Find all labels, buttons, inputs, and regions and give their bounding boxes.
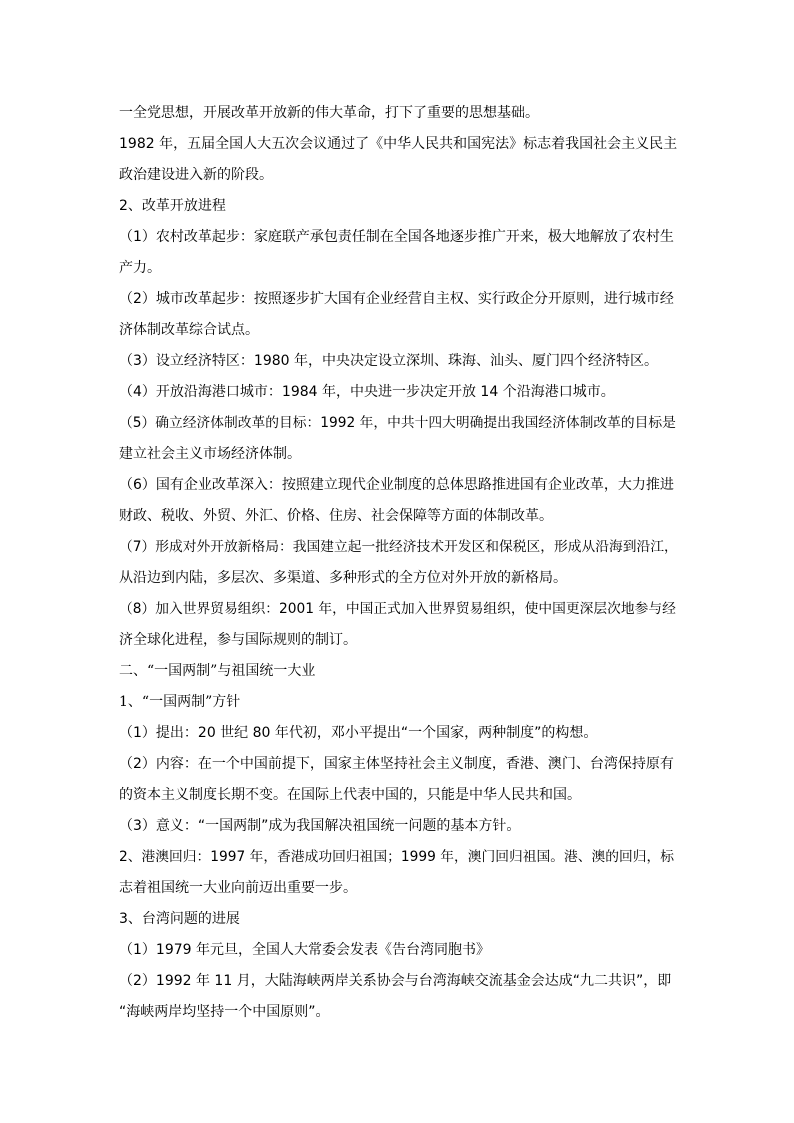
paragraph-line: （6）国有企业改革深入：按照建立现代企业制度的总体思路推进国有企业改革，大力推进 <box>119 477 674 493</box>
paragraph-line: 2、港澳回归：1997 年，香港成功回归祖国；1999 年，澳门回归祖国。港、澳的回归，标 <box>119 849 674 865</box>
paragraph-line: （2）1992 年 11 月，大陆海峡两岸关系协会与台湾海峡交流基金会达成“九二共识”，即 <box>119 973 672 989</box>
paragraph-line: 建立社会主义市场经济体制。 <box>119 446 301 462</box>
paragraph-line: （7）形成对外开放新格局：我国建立起一批经济技术开发区和保税区，形成从沿海到沿江， <box>119 539 678 555</box>
paragraph-line: 济体制改革综合试点。 <box>119 322 259 338</box>
paragraph-line: 产力。 <box>119 260 161 276</box>
paragraph-line: （3）意义：“一国两制”成为我国解决祖国统一问题的基本方针。 <box>119 818 521 834</box>
paragraph-line: 财政、税收、外贸、外汇、价格、住房、社会保障等方面的体制改革。 <box>119 508 553 524</box>
paragraph-line: （1）1979 年元旦，全国人大常委会发表《告台湾同胞书》 <box>119 942 490 958</box>
paragraph-line: 济全球化进程，参与国际规则的制订。 <box>119 632 357 648</box>
section-heading: 1、“一国两制”方针 <box>119 694 241 710</box>
section-heading: 3、台湾问题的进展 <box>119 911 240 927</box>
paragraph-line: （2）城市改革起步：按照逐步扩大国有企业经营自主权、实行政企分开原则，进行城市经 <box>119 291 674 307</box>
paragraph-line: （2）内容：在一个中国前提下，国家主体坚持社会主义制度，香港、澳门、台湾保持原有 <box>119 756 674 772</box>
paragraph-line: 志着祖国统一大业向前迈出重要一步。 <box>119 880 357 896</box>
paragraph-line: 的资本主义制度长期不变。在国际上代表中国的，只能是中华人民共和国。 <box>119 787 581 803</box>
paragraph-line: （1）提出：20 世纪 80 年代初，邓小平提出“一个国家，两种制度”的构想。 <box>119 725 598 741</box>
paragraph-line: 从沿边到内陆，多层次、多渠道、多种形式的全方位对外开放的新格局。 <box>119 570 567 586</box>
paragraph-line: （1）农村改革起步：家庭联产承包责任制在全国各地逐步推广开来，极大地解放了农村生 <box>119 229 674 245</box>
document-body <box>119 98 679 1028</box>
paragraph-line: （4）开放沿海港口城市：1984 年，中央进一步决定开放 14 个沿海港口城市。 <box>119 384 615 400</box>
chapter-heading: 二、“一国两制”与祖国统一大业 <box>119 663 316 679</box>
paragraph-line: 政治建设进入新的阶段。 <box>119 167 273 183</box>
paragraph-line: （8）加入世界贸易组织：2001 年，中国正式加入世界贸易组织，使中国更深层次地参与经 <box>119 601 676 617</box>
paragraph-line: 一全党思想，开展改革开放新的伟大革命，打下了重要的思想基础。 <box>119 105 539 121</box>
paragraph-line: 1982 年，五届全国人大五次会议通过了《中华人民共和国宪法》标志着我国社会主义民主 <box>119 136 678 152</box>
paragraph-line: （5）确立经济体制改革的目标：1992 年，中共十四大明确提出我国经济体制改革的目标是 <box>119 415 676 431</box>
paragraph-line: “海峡两岸均坚持一个中国原则”。 <box>119 1004 330 1020</box>
section-heading: 2、改革开放进程 <box>119 198 226 214</box>
paragraph-line: （3）设立经济特区：1980 年，中央决定设立深圳、珠海、汕头、厦门四个经济特区。 <box>119 353 658 369</box>
